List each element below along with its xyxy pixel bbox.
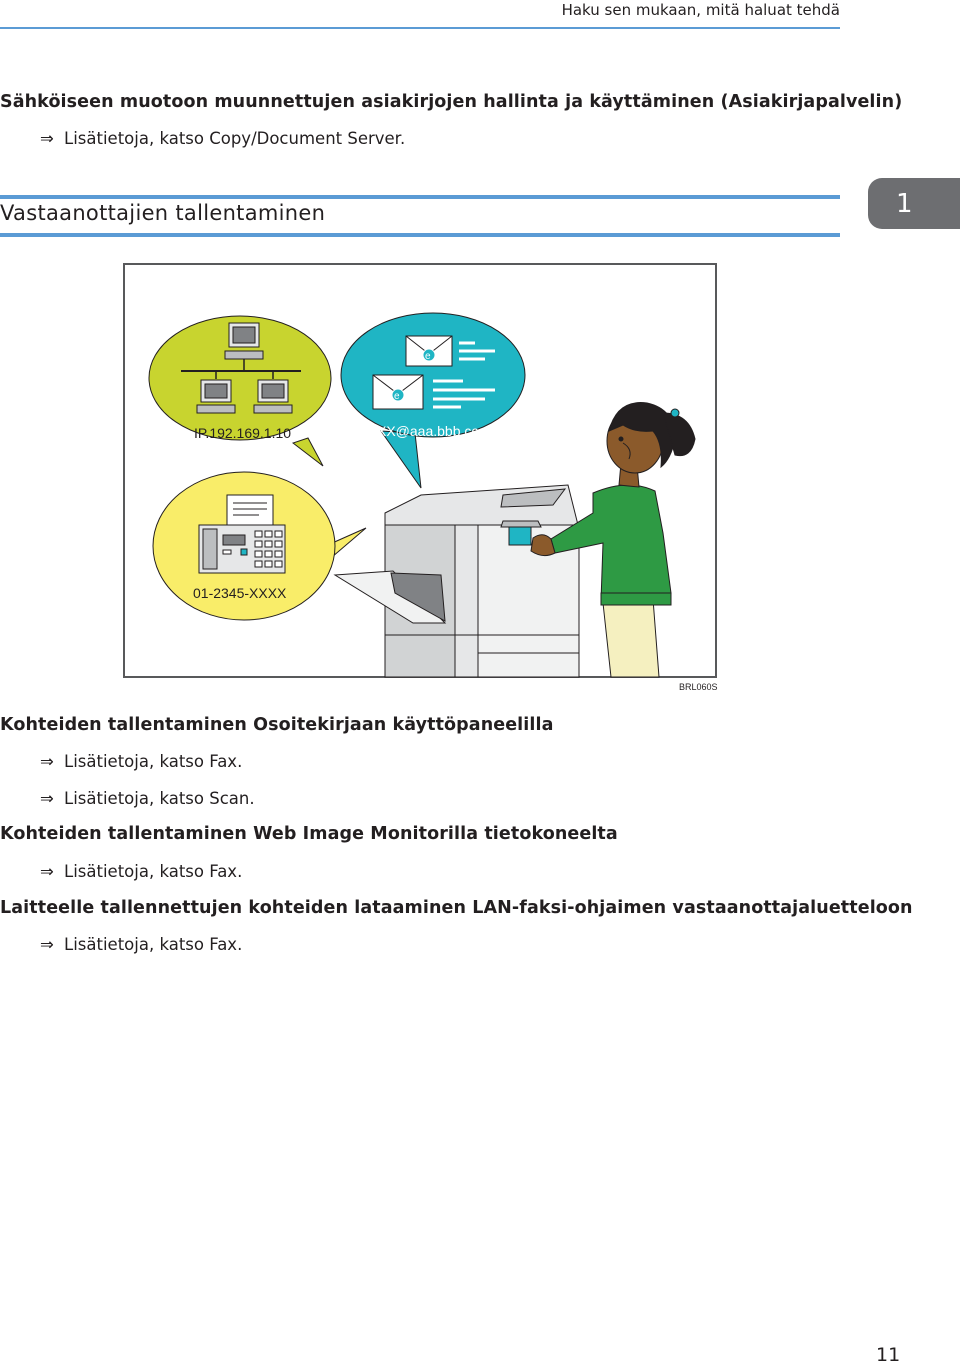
chapter-number: 1 bbox=[896, 188, 913, 219]
reference-line bbox=[40, 789, 255, 808]
fax-label: 01-2345-XXXX bbox=[193, 585, 287, 601]
reference-text[interactable]: Lisätietoja, katso Fax. bbox=[64, 935, 243, 954]
envelope-letter: e bbox=[425, 351, 431, 362]
computer-icon bbox=[197, 380, 235, 413]
reference-text[interactable]: Lisätietoja, katso Fax. bbox=[64, 862, 243, 881]
item-heading: Kohteiden tallentaminen Web Image Monitorilla tietokoneelta bbox=[0, 824, 618, 844]
envelope-icon bbox=[373, 375, 423, 409]
reference-line bbox=[40, 129, 405, 148]
item-heading: Kohteiden tallentaminen Osoitekirjaan käyttöpaneelilla bbox=[0, 715, 554, 735]
arrow-icon: ⇒ bbox=[40, 752, 54, 771]
header-rule bbox=[0, 27, 840, 29]
ip-label: IP.192.169.1.10 bbox=[194, 425, 292, 441]
email-label: XX@aaa.bbb.ccc bbox=[377, 423, 486, 439]
reference-text[interactable]: Lisätietoja, katso Scan. bbox=[64, 789, 255, 808]
reference-text[interactable]: Lisätietoja, katso Copy/Document Server. bbox=[64, 129, 406, 148]
envelope-letter: e bbox=[394, 391, 400, 402]
running-header: Haku sen mukaan, mitä haluat tehdä bbox=[561, 1, 840, 19]
item-heading: Sähköiseen muotoon muunnettujen asiakirjojen hallinta ja käyttäminen (Asiakirjapalvelin) bbox=[0, 92, 903, 112]
arrow-icon: ⇒ bbox=[40, 862, 54, 881]
section-rule-top bbox=[0, 195, 840, 199]
item-heading: Laitteelle tallennettujen kohteiden lataaminen LAN-faksi-ohjaimen vastaanottajaluetteloon bbox=[0, 898, 913, 918]
arrow-icon: ⇒ bbox=[40, 789, 54, 808]
computer-icon bbox=[225, 323, 263, 359]
illustration-register-destinations bbox=[123, 263, 717, 678]
figure-code: BRL060S bbox=[679, 682, 718, 692]
chapter-tab bbox=[868, 178, 960, 229]
section-title: Vastaanottajien tallentaminen bbox=[0, 201, 326, 225]
reference-line bbox=[40, 935, 242, 954]
reference-line bbox=[40, 862, 242, 881]
reference-line bbox=[40, 752, 242, 771]
envelope-icon bbox=[406, 336, 452, 366]
page-number: 11 bbox=[876, 1344, 901, 1366]
arrow-icon: ⇒ bbox=[40, 129, 54, 148]
reference-text[interactable]: Lisätietoja, katso Fax. bbox=[64, 752, 243, 771]
section-rule-bottom bbox=[0, 233, 840, 237]
arrow-icon: ⇒ bbox=[40, 935, 54, 954]
computer-icon bbox=[254, 380, 292, 413]
